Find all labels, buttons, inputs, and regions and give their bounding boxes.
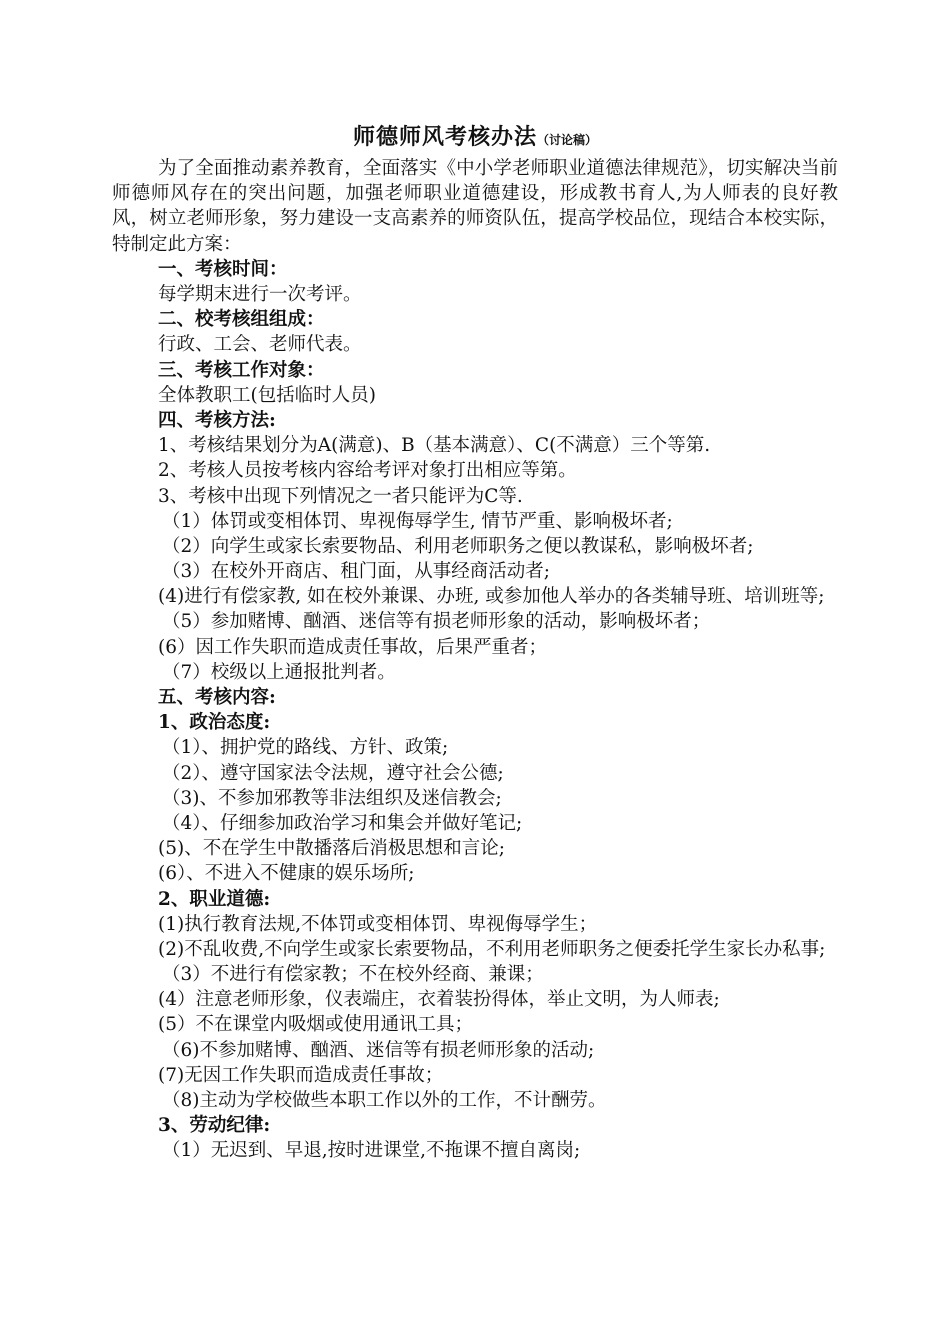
section-2-heading: 二、校考核组组成： [158, 309, 325, 331]
list-item: （5）参加赌博、酗酒、迷信等有损老师形象的活动，影响极坏者； [162, 611, 711, 633]
list-item: (4)进行有偿家教, 如在校外兼课、办班, 或参加他人举办的各类辅导班、培训班等; [158, 586, 825, 608]
list-item: (6）因工作失职而造成责任事故，后果严重者； [158, 636, 547, 658]
list-item: （1）无迟到、早退,按时进课堂,不拖课不擅自离岗; [162, 1140, 581, 1162]
list-item: (6）、不进入不健康的娱乐场所; [158, 863, 415, 885]
subsection-heading: 1、政治态度: [158, 712, 271, 734]
list-item: （2）向学生或家长索要物品、利用老师职务之便以教谋私，影响极坏者; [162, 535, 754, 557]
list-item: （4）、仔细参加政治学习和集会并做好笔记; [162, 812, 523, 834]
list-item: （3）在校外开商店、租门面，从事经商活动者; [162, 561, 551, 583]
subsection-heading: 2、职业道德: [158, 888, 271, 910]
document-title: 师德师风考核办法 [352, 124, 537, 150]
section-5-heading: 五、考核内容: [158, 687, 276, 709]
list-item: （3)、不参加邪教等非法组织及迷信教会; [162, 787, 502, 809]
section-3-heading: 三、考核工作对象： [158, 359, 325, 381]
list-item: （8)主动为学校做些本职工作以外的工作，不计酬劳。 [162, 1090, 607, 1112]
list-item: 3、考核中出现下列情况之一者只能评为C等. [158, 485, 523, 507]
list-item: (7)无因工作失职而造成责任事故； [158, 1064, 444, 1086]
draft-note: （讨论稿） [537, 133, 598, 147]
list-item: (1)执行教育法规,不体罚或变相体罚、卑视侮辱学生； [158, 913, 598, 935]
list-item: （6)不参加赌博、酗酒、迷信等有损老师形象的活动; [162, 1039, 595, 1061]
section-3-text: 全体教职工(包括临时人员) [158, 384, 376, 406]
list-item: （1）、拥护党的路线、方针、政策; [162, 737, 449, 759]
list-item: 1、考核结果划分为A(满意)、B（基本满意）、C(不满意）三个等第. [158, 435, 711, 457]
section-1-text: 每学期末进行一次考评。 [158, 284, 362, 305]
list-item: （2）、遵守国家法令法规，遵守社会公德; [162, 762, 504, 784]
section-2-text: 行政、工会、老师代表。 [158, 334, 362, 356]
section-4-heading: 四、考核方法: [158, 409, 276, 431]
subsection-heading: 3、劳动纪律: [158, 1115, 271, 1137]
list-item: 2、考核人员按考核内容给考评对象打出相应等第。 [158, 460, 577, 482]
list-item: (4）注意老师形象，仪表端庄，衣着装扮得体，举止文明，为人师表; [158, 989, 720, 1011]
list-item: (2)不乱收费,不向学生或家长索要物品，不利用老师职务之便委托学生家长办私事; [158, 938, 826, 960]
document-page [112, 118, 838, 1164]
list-item: (5)、不在学生中散播落后消极思想和言论; [158, 838, 505, 860]
list-item: （3）不进行有偿家教；不在校外经商、兼课； [162, 964, 544, 986]
list-item: （7）校级以上通报批判者。 [162, 661, 396, 683]
title-row [112, 118, 838, 156]
section-1-heading: 一、考核时间： [158, 258, 288, 280]
intro-paragraph: 为了全面推动素养教育，全面落实《中小学老师职业道德法律规范》，切实解决当前师德师风存在的突出问题，加强老师职业道德建设，形成教书育人,为人师表的良好教风，树立老师形象，努力建设一支高素养的师资队伍，提高学校品位，现结合本校实际，特制定此方案： [112, 158, 838, 255]
list-item: （1）体罚或变相体罚、卑视侮辱学生, 情节严重、影响极坏者; [162, 510, 673, 532]
list-item: (5）不在课堂内吸烟或使用通讯工具； [158, 1014, 473, 1036]
